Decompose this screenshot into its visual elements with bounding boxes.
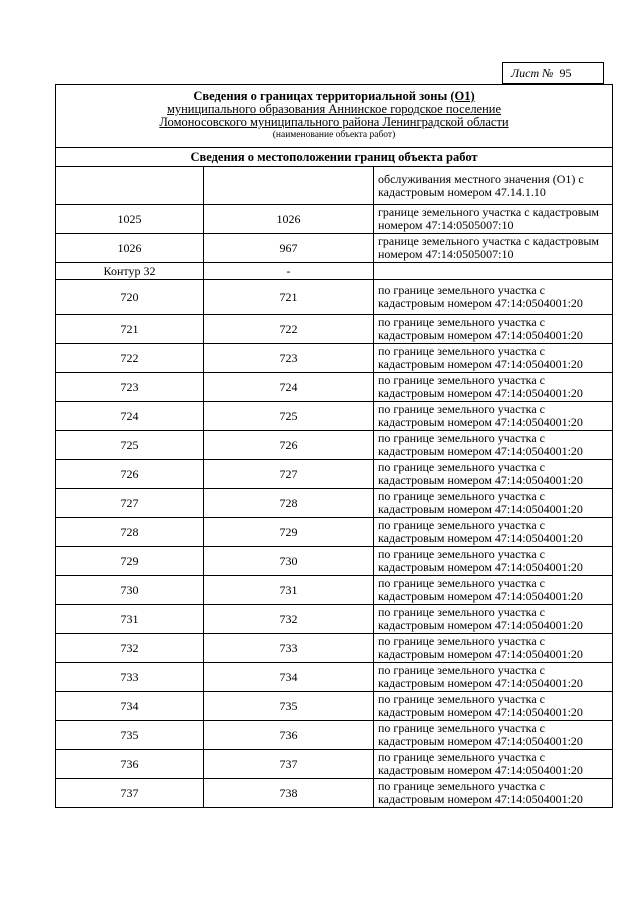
district-line: Ломоносовского муниципального района Ленинградской области — [159, 115, 509, 129]
point-to-cell: 721 — [204, 280, 374, 315]
point-to-cell: 736 — [204, 721, 374, 750]
table-row — [56, 315, 613, 344]
point-to-cell: 731 — [204, 576, 374, 605]
description-cell: по границе земельного участка с кадастровым номером 47:14:0504001:20 — [374, 547, 613, 576]
table-row — [56, 431, 613, 460]
table-row — [56, 373, 613, 402]
point-from-cell: 724 — [56, 402, 204, 431]
description-cell: по границе земельного участка с кадастровым номером 47:14:0504001:20 — [374, 373, 613, 402]
point-from-cell: 732 — [56, 634, 204, 663]
description-cell: границе земельного участка с кадастровым номером 47:14:0505007:10 — [374, 205, 613, 234]
table-row — [56, 721, 613, 750]
description-cell: по границе земельного участка с кадастровым номером 47:14:0504001:20 — [374, 634, 613, 663]
description-cell: по границе земельного участка с кадастровым номером 47:14:0504001:20 — [374, 750, 613, 779]
point-from-cell: 725 — [56, 431, 204, 460]
table-row — [56, 779, 613, 808]
point-from-cell: Контур 32 — [56, 263, 204, 280]
point-to-cell — [204, 167, 374, 205]
point-to-cell: 722 — [204, 315, 374, 344]
point-from-cell: 730 — [56, 576, 204, 605]
point-from-cell: 737 — [56, 779, 204, 808]
description-cell: по границе земельного участка с кадастровым номером 47:14:0504001:20 — [374, 518, 613, 547]
document-header — [56, 85, 613, 148]
point-to-cell: 735 — [204, 692, 374, 721]
point-to-cell: 738 — [204, 779, 374, 808]
description-cell: границе земельного участка с кадастровым номером 47:14:0505007:10 — [374, 234, 613, 263]
table-row — [56, 634, 613, 663]
sheet-number-box — [502, 62, 604, 84]
description-cell: по границе земельного участка с кадастровым номером 47:14:0504001:20 — [374, 576, 613, 605]
point-to-cell: 734 — [204, 663, 374, 692]
table-row — [56, 344, 613, 373]
point-from-cell: 726 — [56, 460, 204, 489]
point-from-cell: 723 — [56, 373, 204, 402]
description-cell: по границе земельного участка с кадастровым номером 47:14:0504001:20 — [374, 315, 613, 344]
table-row — [56, 547, 613, 576]
description-cell: по границе земельного участка с кадастровым номером 47:14:0504001:20 — [374, 721, 613, 750]
point-from-cell: 727 — [56, 489, 204, 518]
table-row — [56, 167, 613, 205]
point-to-cell: 730 — [204, 547, 374, 576]
description-cell: по границе земельного участка с кадастровым номером 47:14:0504001:20 — [374, 460, 613, 489]
table-row — [56, 663, 613, 692]
table-row — [56, 750, 613, 779]
description-cell: по границе земельного участка с кадастровым номером 47:14:0504001:20 — [374, 489, 613, 518]
point-to-cell: 724 — [204, 373, 374, 402]
point-from-cell: 728 — [56, 518, 204, 547]
point-to-cell: 737 — [204, 750, 374, 779]
table-row — [56, 576, 613, 605]
point-to-cell: 732 — [204, 605, 374, 634]
point-to-cell: 726 — [204, 431, 374, 460]
point-from-cell: 729 — [56, 547, 204, 576]
description-cell: по границе земельного участка с кадастровым номером 47:14:0504001:20 — [374, 663, 613, 692]
description-cell: по границе земельного участка с кадастровым номером 47:14:0504001:20 — [374, 431, 613, 460]
point-to-cell: 967 — [204, 234, 374, 263]
table-row — [56, 692, 613, 721]
point-from-cell: 736 — [56, 750, 204, 779]
table-row — [56, 234, 613, 263]
description-cell: по границе земельного участка с кадастровым номером 47:14:0504001:20 — [374, 344, 613, 373]
description-cell: по границе земельного участка с кадастровым номером 47:14:0504001:20 — [374, 692, 613, 721]
point-to-cell: 725 — [204, 402, 374, 431]
point-from-cell — [56, 167, 204, 205]
point-from-cell: 1026 — [56, 234, 204, 263]
description-cell: по границе земельного участка с кадастровым номером 47:14:0504001:20 — [374, 605, 613, 634]
table-row — [56, 205, 613, 234]
table-row — [56, 460, 613, 489]
table-row — [56, 402, 613, 431]
table-row — [56, 280, 613, 315]
municipality-line: муниципального образования Аннинское городское поселение — [166, 102, 502, 116]
section-title: Сведения о местоположении границ объекта работ — [56, 148, 613, 167]
table-row — [56, 489, 613, 518]
description-cell: по границе земельного участка с кадастровым номером 47:14:0504001:20 — [374, 402, 613, 431]
boundary-table — [55, 84, 613, 808]
object-caption: (наименование объекта работ) — [272, 130, 396, 140]
point-to-cell: 733 — [204, 634, 374, 663]
point-from-cell: 721 — [56, 315, 204, 344]
point-from-cell: 735 — [56, 721, 204, 750]
point-from-cell: 734 — [56, 692, 204, 721]
point-from-cell: 731 — [56, 605, 204, 634]
description-cell — [374, 263, 613, 280]
sheet-label: Лист № — [511, 65, 554, 80]
table-row — [56, 263, 613, 280]
description-cell: по границе земельного участка с кадастровым номером 47:14:0504001:20 — [374, 280, 613, 315]
point-to-cell: 723 — [204, 344, 374, 373]
table-row — [56, 605, 613, 634]
description-cell: по границе земельного участка с кадастровым номером 47:14:0504001:20 — [374, 779, 613, 808]
point-to-cell: 729 — [204, 518, 374, 547]
point-from-cell: 733 — [56, 663, 204, 692]
point-to-cell: 1026 — [204, 205, 374, 234]
point-from-cell: 1025 — [56, 205, 204, 234]
point-from-cell: 722 — [56, 344, 204, 373]
point-to-cell: 728 — [204, 489, 374, 518]
point-to-cell: 727 — [204, 460, 374, 489]
sheet-number: 95 — [559, 65, 572, 80]
document-title: Сведения о границах территориальной зоны (О1) — [193, 89, 475, 103]
point-from-cell: 720 — [56, 280, 204, 315]
point-to-cell: - — [204, 263, 374, 280]
description-cell: обслуживания местного значения (О1) с кадастровым номером 47.14.1.10 — [374, 167, 613, 205]
table-row — [56, 518, 613, 547]
